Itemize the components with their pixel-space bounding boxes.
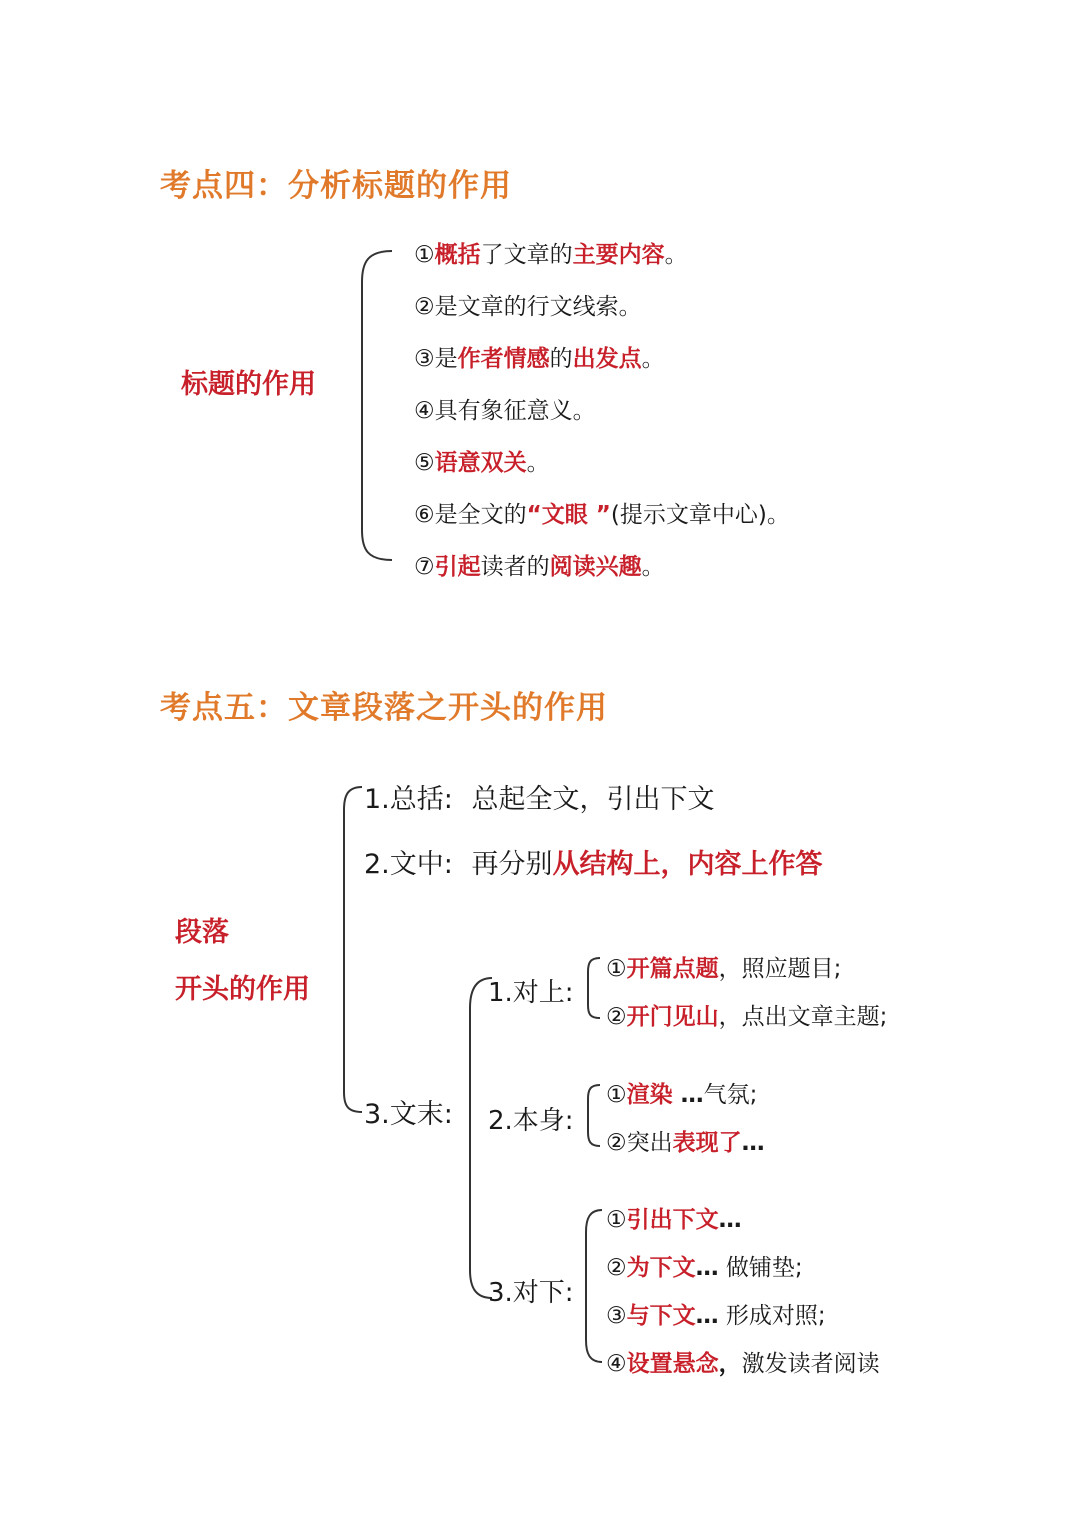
highlight-text: 开门见山 <box>626 1004 719 1030</box>
l3-item <box>606 1301 826 1331</box>
item-number: ② <box>414 294 435 320</box>
highlight-text: 作者情感 <box>457 346 550 372</box>
highlight-text: 表现了 <box>672 1130 742 1156</box>
plain-text: … <box>741 1130 765 1156</box>
plain-text: 。 <box>664 242 688 268</box>
bracket-duixia <box>586 1210 602 1362</box>
plain-text: ① <box>606 1082 627 1108</box>
plain-text: 再分别 <box>471 849 553 880</box>
plain-text: 的 <box>549 346 573 372</box>
plain-text: … <box>672 1082 704 1108</box>
plain-text: ④ <box>606 1351 627 1377</box>
l3-item <box>606 954 841 984</box>
plain-text: ① <box>606 1207 627 1233</box>
highlight-text: 主要内容 <box>572 242 665 268</box>
l1-label: 2.文中: <box>364 849 453 880</box>
l3-item <box>606 1002 887 1032</box>
section5-root-line1: 段落 <box>175 917 229 948</box>
highlight-text: 设置悬念 <box>626 1351 719 1377</box>
plain-text: 做铺垫; <box>718 1255 803 1281</box>
plain-text: 。 <box>641 346 665 372</box>
plain-text: 激发读者阅读 <box>741 1351 880 1377</box>
item-number: ⑦ <box>414 554 435 580</box>
bracket-main <box>344 787 362 1112</box>
highlight-text: 为下文 <box>626 1255 696 1281</box>
highlight-text: 阅读兴趣 <box>549 554 642 580</box>
l1-text <box>471 784 714 815</box>
bracket-wenmo <box>470 978 492 1298</box>
l1-wenzhong <box>364 848 822 882</box>
plain-text: 是文章的行文线索。 <box>434 294 642 320</box>
l1-label: 3.文末: <box>364 1099 453 1130</box>
l1-label: 1.总括: <box>364 784 453 815</box>
plain-text: 读者的 <box>480 554 550 580</box>
plain-text: ② <box>606 1004 627 1030</box>
plain-text: … <box>695 1303 719 1329</box>
l2-label-duishang: 1.对上: <box>488 978 574 1008</box>
bracket-duishang <box>588 958 600 1018</box>
highlight-text: 开篇点题 <box>626 956 719 982</box>
item-number: ④ <box>414 398 435 424</box>
highlight-text: 引出下文 <box>626 1207 719 1233</box>
highlight-text: 语意双关 <box>434 450 527 476</box>
l2-label-benshen: 2.本身: <box>488 1106 574 1136</box>
section5-title: 考点五：文章段落之开头的作用 <box>160 690 608 726</box>
section5-root-line2: 开头的作用 <box>175 974 310 1005</box>
l2-label-duixia: 3.对下: <box>488 1278 574 1308</box>
highlight-text: 渲染 <box>626 1082 673 1108</box>
l3-item <box>606 1205 742 1235</box>
highlight-text: 概括 <box>434 242 481 268</box>
highlight-text: 引起 <box>434 554 481 580</box>
plain-text: 是全文的 <box>434 502 527 528</box>
plain-text: 形成对照; <box>718 1303 826 1329</box>
l1-wenmo <box>364 1098 453 1132</box>
plain-text: … <box>718 1207 742 1233</box>
highlight-text: 与下文 <box>626 1303 696 1329</box>
plain-text: (提示文章中心)。 <box>610 502 790 528</box>
plain-text: 。 <box>641 554 665 580</box>
l3-item <box>606 1349 880 1379</box>
bracket-benshen <box>588 1085 600 1146</box>
section4-title: 考点四：分析标题的作用 <box>160 168 512 204</box>
plain-text: ，点出文章主题; <box>718 1004 888 1030</box>
l1-zongkuo <box>364 783 714 817</box>
plain-text: ② <box>606 1255 627 1281</box>
section4-root-label: 标题的作用 <box>181 369 316 400</box>
l3-item <box>606 1080 757 1110</box>
plain-text: … <box>695 1255 719 1281</box>
plain-text: ① <box>606 956 627 982</box>
highlight-text: “文眼 ” <box>526 502 611 528</box>
item-number: ⑥ <box>414 502 435 528</box>
plain-text: 。 <box>526 450 550 476</box>
item-number: ③ <box>414 346 435 372</box>
plain-text: 是 <box>434 346 458 372</box>
highlight-text: 出发点 <box>572 346 642 372</box>
highlight-text: 从结构上，内容上作答 <box>552 849 823 880</box>
plain-text: ③ <box>606 1303 627 1329</box>
plain-text: ②突出 <box>606 1130 673 1156</box>
item-number: ⑤ <box>414 450 435 476</box>
l3-item <box>606 1253 803 1283</box>
l1-text <box>471 849 822 880</box>
l3-item <box>606 1128 765 1158</box>
plain-text: 了文章的 <box>480 242 573 268</box>
plain-text: 气氛; <box>703 1082 758 1108</box>
item-number: ① <box>414 242 435 268</box>
plain-text: ，照应题目; <box>718 956 842 982</box>
plain-text: 总起全文，引出下文 <box>471 784 715 815</box>
plain-text: ， <box>718 1351 742 1377</box>
plain-text: 具有象征意义。 <box>434 398 596 424</box>
